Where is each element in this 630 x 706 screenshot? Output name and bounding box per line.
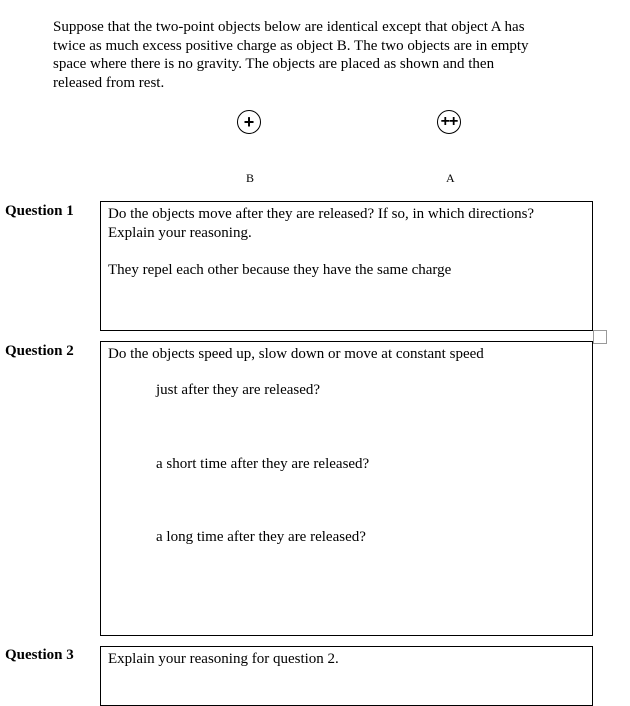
question-1-answer-text[interactable]: They repel each other because they have the same charge [108, 261, 452, 278]
question-2-label: Question 2 [5, 343, 74, 359]
question-3-prompt: Explain your reasoning for question 2. [108, 651, 339, 667]
question-1-prompt: Do the objects move after they are released? If so, in which directions? [108, 206, 535, 222]
question-2-sub-prompt: just after they are released? [156, 382, 321, 398]
question-3-label: Question 3 [5, 647, 74, 663]
question-2-sub-prompt: a long time after they are released? [156, 529, 366, 545]
object-b-charge: + [237, 110, 261, 134]
object-a-charge: ++ [437, 110, 461, 134]
problem-statement-line: released from rest. [53, 74, 165, 91]
question-3-answer-box[interactable] [100, 646, 593, 706]
question-2-prompt: Do the objects speed up, slow down or move at constant speed [108, 346, 484, 362]
resize-handle[interactable] [593, 330, 607, 344]
problem-statement-line: Suppose that the two-point objects below are identical except that object A has [53, 19, 525, 35]
question-2-answer-box[interactable] [100, 341, 593, 636]
problem-statement [53, 18, 573, 92]
question-1-prompt: Explain your reasoning. [108, 224, 252, 241]
problem-statement-line: space where there is no gravity. The objects are placed as shown and then [53, 56, 495, 72]
question-2-sub-prompt: a short time after they are released? [156, 456, 370, 472]
problem-statement-line: twice as much excess positive charge as object B. The two objects are in empty [53, 37, 529, 54]
question-1-answer-box[interactable] [100, 201, 593, 331]
object-a-label: A [446, 171, 455, 185]
object-b-label: B [246, 171, 255, 185]
question-1-label: Question 1 [5, 203, 74, 219]
